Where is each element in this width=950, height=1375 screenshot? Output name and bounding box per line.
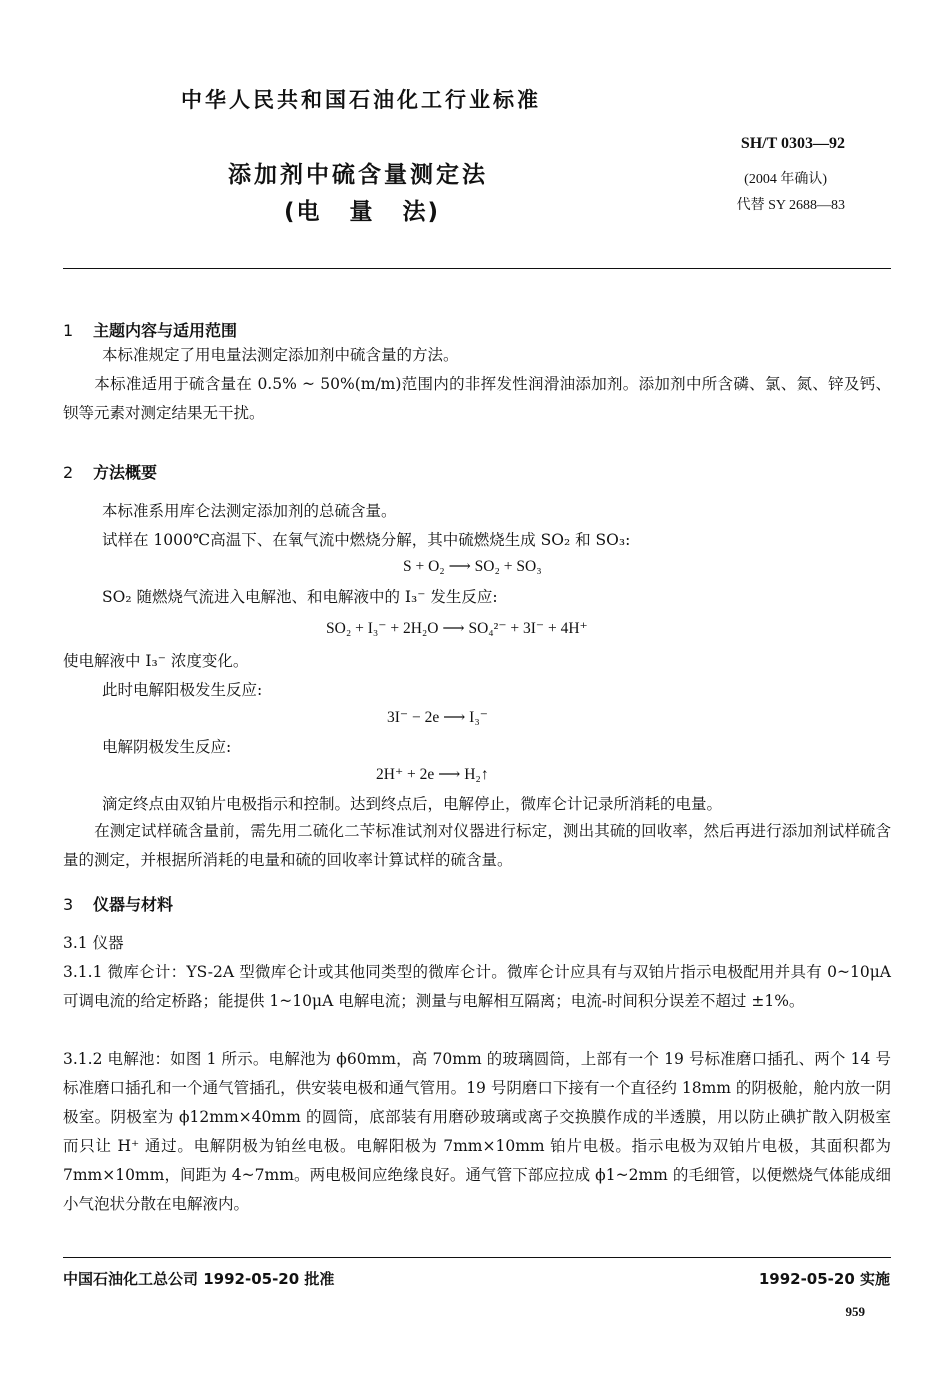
section-2-number: 2: [63, 463, 74, 482]
section-1-number: 1: [63, 321, 74, 340]
section-2-paragraph-6: 电解阴极发生反应:: [102, 738, 232, 756]
section-3-number: 3: [63, 895, 74, 914]
section-2-paragraph-4: 使电解液中 I₃⁻ 浓度变化。: [63, 652, 249, 670]
standard-number-text: SH/T 0303—92: [740, 135, 845, 152]
section-1-paragraph-2: [63, 370, 891, 428]
section-2-paragraph-8-text: 在测定试样硫含量前，需先用二硫化二苄标准试剂对仪器进行标定，测出其硫的回收率，然后再进行添加剂试样硫含量的测定，并根据所消耗的电量和硫的回收率计算试样的硫含量。: [63, 822, 891, 869]
item-3-1-1: 3.1.1 微库仑计：YS-2A 型微库仑计或其他同类型的微库仑计。微库仑计应具有与双铂片指示电极配用并具有 0~10μA 可调电流的给定桥路；能提供 1~10μA 电解电流；测量与电解相互隔离；电流-时间积分误差不超过 ±1%。: [63, 963, 891, 1010]
section-3-heading: [63, 892, 173, 915]
section-2-paragraph-5: 此时电解阳极发生反应:: [102, 681, 263, 699]
implementation-note: 1992-05-20 实施: [758, 1270, 890, 1288]
item-3-1-2: 3.1.2 电解池：如图 1 所示。电解池为 ϕ60mm，高 70mm 的玻璃圆筒，上部有一个 19 号标准磨口插孔、两个 14 号标准磨口插孔和一个通气管插孔，供安装电极和通气管用。19 号阴磨口下接有一个直径约 18mm 的阴极舱，舱内放一阴极室。阴极室为 ϕ12mm×40mm 的圆筒，底部装有用磨砂玻璃或离子交换膜作成的半透膜，用以防止碘扩散入阴极室而只让 H⁺ 通过。电解阴极为铂丝电极。电解阳极为 7mm×10mm 铂片电极。指示电极为双铂片电极，其面积都为 7mm×10mm，间距为 4~7mm。两电极间应绝缘良好。通气管下部应拉成 ϕ1~2mm 的毛细管，以便燃烧气体能成细小气泡状分散在电解液内。: [63, 1050, 891, 1213]
equation-titration: SO₂ + I₃⁻ + 2H₂O ⟶ SO₄²⁻ + 3I⁻ + 4H⁺: [326, 620, 588, 637]
section-1-title: 主题内容与适用范围: [93, 321, 238, 340]
section-2-heading: [63, 460, 157, 483]
equation-combustion: S + O₂ ⟶ SO₂ + SO₃: [403, 558, 542, 575]
equation-anode: 3I⁻ − 2e ⟶ I₃⁻: [387, 709, 488, 726]
confirmation-note: (2004 年确认): [744, 172, 827, 187]
document-subtitle: (电 量 法): [284, 199, 441, 225]
subsection-3-1: 3.1 仪器: [63, 934, 124, 952]
section-2-paragraph-8: [63, 817, 891, 875]
header-divider: [63, 268, 891, 269]
section-1-paragraph-2-text: 本标准适用于硫含量在 0.5% ~ 50%(m/m)范围内的非挥发性润滑油添加剂。添加剂中所含磷、氯、氮、锌及钙、钡等元素对测定结果无干扰。: [63, 375, 891, 422]
replaces-note: 代替 SY 2688—83: [736, 198, 845, 213]
section-2-paragraph-2: 试样在 1000℃高温下、在氧气流中燃烧分解，其中硫燃烧生成 SO₂ 和 SO₃:: [102, 531, 631, 549]
section-2-paragraph-3: SO₂ 随燃烧气流进入电解池、和电解液中的 I₃⁻ 发生反应:: [102, 588, 498, 606]
page-number: 959: [845, 1304, 865, 1319]
section-3-title: 仪器与材料: [93, 895, 174, 914]
industry-heading: 中华人民共和国石油化工行业标准: [181, 88, 541, 112]
section-1-paragraph-1: 本标准规定了用电量法测定添加剂中硫含量的方法。: [102, 346, 459, 364]
approval-note: 中国石油化工总公司 1992-05-20 批准: [63, 1270, 335, 1288]
section-2-paragraph-1: 本标准系用库仑法测定添加剂的总硫含量。: [102, 502, 397, 520]
section-2-paragraph-7: 滴定终点由双铂片电极指示和控制。达到终点后，电解停止，微库仑计记录所消耗的电量。: [102, 795, 723, 813]
document-title: 添加剂中硫含量测定法: [228, 162, 488, 188]
section-2-title: 方法概要: [93, 463, 158, 482]
standard-number: [741, 135, 845, 153]
equation-cathode: 2H⁺ + 2e ⟶ H₂↑: [376, 766, 489, 783]
section-1-heading: [63, 318, 237, 341]
footer-divider: [63, 1257, 891, 1258]
